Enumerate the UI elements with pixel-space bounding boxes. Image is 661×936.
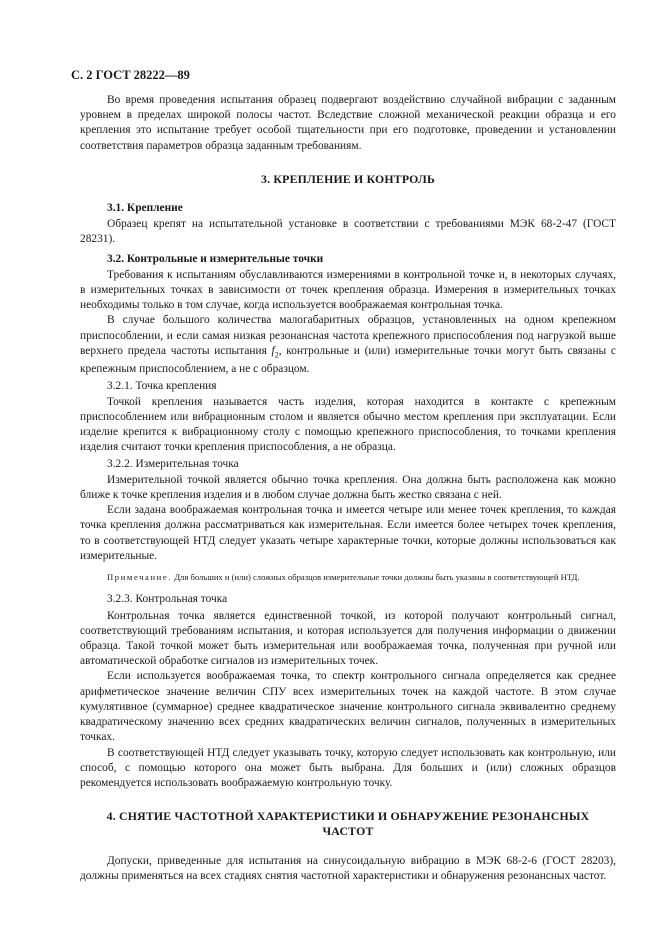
document-body — [80, 93, 616, 884]
page-header: С. 2 ГОСТ 28222—89 — [71, 68, 190, 82]
subsection-3-2-3-paragraph-2: Если используется воображаемая точка, то спектр контрольного сигнала определяется как среднее арифметическое значение величин СПУ всех измерительных точек на каждой частоте. В этом случае кумулятивное (суммарное) среднее квадратическое значение контрольного сигнала эквивалентно среднему квадратическому значению всех средних квадратических величин сигналов, полученных в измерительных точках. — [80, 670, 616, 744]
subsection-3-2-3-paragraph-1: Контрольная точка является единственной точкой, из которой получают контрольный сигнал, соответствующий требованиям испытания, и которая используется для получения информации о движении образца. Такой точкой может быть измерительная или воображаемая точка, полученная при ручной или автоматической обработке сигналов из измерительных точек. — [80, 609, 616, 668]
frequency-subscript: 2 — [274, 350, 279, 360]
p2-part-b: , контрольные и (или) измерительные точки могут быть связаны с крепежным приспособлением, а не с образцом. — [80, 344, 616, 376]
note-text: Для больших и (или) сложных образцов измерительные точки должны быть указаны в соответствующей НТД. — [172, 571, 580, 582]
subsection-3-2-2-paragraph-2: Если задана воображаемая контрольная точка и имеется четыре или менее точек крепления, то каждая точка крепления должна рассматриваться как измерительная. Если имеется более четырех точек крепления, то в соответствующей НТД следует указать четыре характерные точки, которые должны использоваться как измерительные. — [80, 504, 616, 562]
note-label: Примечание. — [107, 571, 173, 582]
section-3-title: 3. КРЕПЛЕНИЕ И КОНТРОЛЬ — [261, 171, 435, 186]
frequency-symbol: f — [271, 344, 275, 357]
subsection-3-2-paragraph-1: Требования к испытаниям обуславливаются измерениями в контрольной точке и, в некоторых случаях, в измерительных точках в зависимости от точек крепления образца. Измерения в измерительных точках необходимы только в том случае, когда используется воображаемая контрольная точка. — [80, 268, 616, 312]
subsection-3-2-2-title: 3.2.2. Измерительная точка — [107, 457, 239, 470]
intro-paragraph: Во время проведения испытания образец подвергают воздействию случайной вибрации с заданным уровнем в пределах широкой полосы частот. Вследствие сложной механической реакции образца и его крепления это испытание требует особой тщательности при его подготовке, проведении и установлении соответствия параметров образца заданным требованиям. — [80, 94, 616, 152]
subsection-3-2-3-title: 3.2.3. Контрольная точка — [107, 593, 228, 606]
section-4-title — [80, 809, 616, 839]
subsection-3-2-1-text: Точкой крепления называется часть изделия, которая находится в контакте с крепежным приспособлением или вибрационным столом и является обычно местом крепления при эксплуатации. Если изделие крепится к вибрационному столу с помощью крепежного приспособления, то точками крепления изделия считают точки крепления приспособления, а не образца. — [80, 395, 616, 454]
subsection-3-1-title: 3.1. Крепление — [107, 202, 183, 215]
subsection-3-2-3-paragraph-3: В соответствующей НТД следует указывать точку, которую следует использовать как контрольную, или способ, с помощью которого она может быть выбрана. Для больших и (или) сложных образцов рекомендуется использовать воображаемую контрольную точку. — [80, 746, 616, 789]
subsection-3-1-text: Образец крепят на испытательной установке в соответствии с требованиями МЭК 68-2-47 (ГОСТ 28231). — [80, 218, 616, 246]
subsection-3-2-paragraph-2 — [80, 313, 616, 377]
subsection-3-2-title: 3.2. Контрольные и измерительные точки — [107, 252, 324, 265]
section-4-title-line-2: ЧАСТОТ — [322, 824, 374, 839]
section-4-paragraph-1: Допуски, приведенные для испытания на синусоидальную вибрацию в МЭК 68-2-6 (ГОСТ 28203), должны применяться на всех стадиях снятия частотной характеристики и обнаружения резонансных частот. — [80, 854, 616, 882]
note — [80, 572, 616, 584]
p2-part-a: В случае большого количества малогабаритных образцов, установленных на одном крепежном приспособлении, и если самая низкая резонансная частота крепежного приспособления под нагрузкой выше верхнего предела частоты испытания — [80, 314, 616, 357]
subsection-3-2-2-paragraph-1: Измерительной точкой является обычно точка крепления. Она должна быть расположена как можно ближе к точке крепления изделия и в любом случае должна быть жестко связана с ней. — [80, 473, 616, 501]
subsection-3-2-1-title: 3.2.1. Точка крепления — [107, 379, 217, 392]
section-4-title-line-1: 4. СНЯТИЕ ЧАСТОТНОЙ ХАРАКТЕРИСТИКИ И ОБНАРУЖЕНИЕ РЕЗОНАНСНЫХ — [106, 809, 590, 824]
